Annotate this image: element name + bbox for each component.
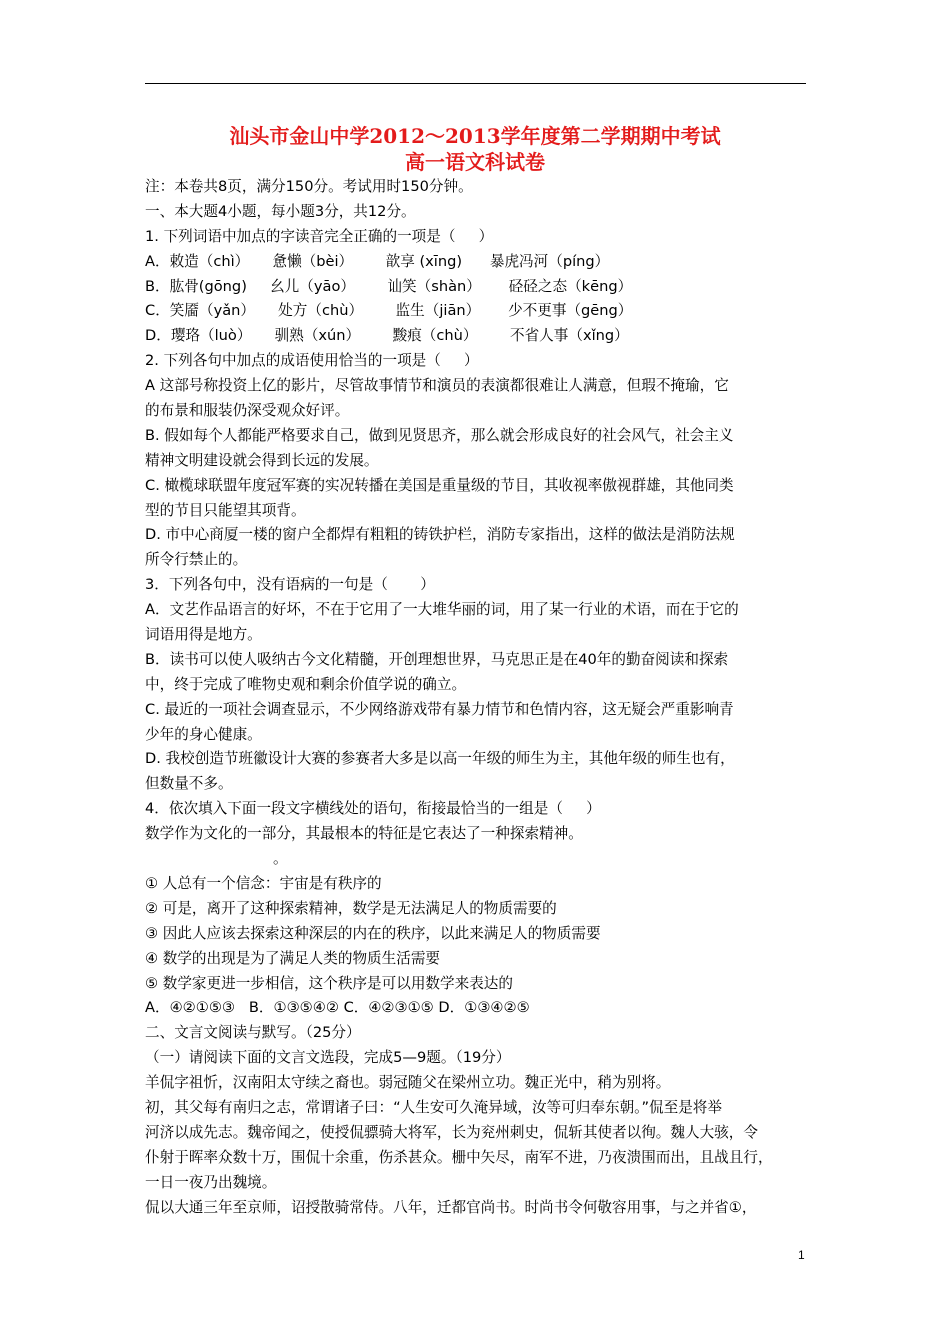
text-line: 词语用得是地方。 (145, 626, 262, 644)
text-line: 中，终于完成了唯物史观和剩余价值学说的确立。 (145, 675, 467, 693)
text-line: 所令行禁止的。 (145, 551, 248, 569)
text-line: 4．依次填入下面一段文字横线处的语句，衔接最恰当的一组是（ ） (145, 800, 601, 818)
header-rule (145, 83, 806, 84)
text-line: 羊侃字祖忻，汉南阳太守续之裔也。弱冠随父在梁州立功。魏正光中，稍为别将。 (145, 1074, 671, 1092)
text-line: 河济以成先志。魏帝闻之，使授侃骠骑大将军，长为兖州刺史，侃斩其使者以徇。魏人大骇，令 (145, 1123, 758, 1141)
text-line: 1. 下列词语中加点的字读音完全正确的一项是（ ） (145, 227, 494, 245)
text-line: ④ 数学的出现是为了满足人类的物质生活需要 (145, 949, 441, 967)
text-line: B. 假如每个人都能严格要求自己，做到见贤思齐，那么就会形成良好的社会风气，社会主义 (145, 426, 734, 444)
page-number: 1 (798, 1248, 805, 1262)
text-line: C．笑靥（yǎn） 处方（chù） 监生（jiān） 少不更事（gēng） (145, 302, 633, 320)
text-line: D. 我校创造节班徽设计大赛的参赛者大多是以高一年级的师生为主，其他年级的师生也有， (145, 750, 735, 768)
text-line: 一日一夜乃出魏境。 (145, 1173, 277, 1191)
text-line: 注：本卷共8页，满分150分。考试用时150分钟。 (145, 178, 473, 195)
text-line: A 这部号称投资上亿的影片，尽管故事情节和演员的表演都很难让人满意，但瑕不掩瑜，它 (145, 377, 729, 395)
text-line: ③ 因此人应该去探索这种深层的内在的秩序，以此来满足人的物质需要 (145, 924, 601, 942)
text-line: 数学作为文化的一部分，其最根本的特征是它表达了一种探索精神。 (145, 825, 583, 843)
text-line: B．肱骨(gōng) 幺儿（yāo） 讪笑（shàn） 硁硁之态（kēng） (145, 277, 633, 295)
text-line: ② 可是，离开了这种探索精神，数学是无法满足人的物质需要的 (145, 899, 557, 917)
text-line: 的布景和服装仍深受观众好评。 (145, 402, 350, 420)
text-line: （一）请阅读下面的文言文选段，完成5—9题。（19分） (145, 1049, 511, 1067)
text-line: D. 市中心商厦一楼的窗户全都焊有粗粗的铸铁护栏，消防专家指出，这样的做法是消防法规 (145, 526, 735, 544)
text-line: 一、本大题4小题，每小题3分，共12分。 (145, 202, 416, 220)
text-line: 初，其父每有南归之志，常谓诸子曰：“人生安可久淹异域，汝等可归奉东朝。”侃至是将举 (145, 1098, 722, 1116)
text-line: 仆射于晖率众数十万，围侃十余重，伤杀甚众。栅中矢尽，南军不进，乃夜溃围而出，且战且行， (145, 1148, 773, 1166)
blank-line: 。 (273, 850, 288, 868)
text-line: 侃以大通三年至京师，诏授散骑常侍。八年，迁都官尚书。时尚书令何敬容用事，与之并省①， (145, 1198, 757, 1216)
text-line: 少年的身心健康。 (145, 725, 262, 743)
exam-title: 汕头市金山中学2012～2013学年度第二学期期中考试 (229, 124, 721, 148)
text-line: ① 人总有一个信念：宇宙是有秩序的 (145, 874, 382, 892)
text-line: A．④②①⑤③ B．①③⑤④② C．④②③①⑤ D．①③④②⑤ (145, 999, 530, 1017)
text-line: C. 橄榄球联盟年度冠军赛的实况转播在美国是重量级的节目，其收视率傲视群雄，其他同类 (145, 476, 734, 494)
text-line: 2. 下列各句中加点的成语使用恰当的一项是（ ） (145, 352, 479, 370)
text-line: 二、文言文阅读与默写。（25分） (145, 1024, 361, 1042)
text-line: C. 最近的一项社会调查显示，不少网络游戏带有暴力情节和色情内容，这无疑会严重影响青 (145, 700, 734, 718)
text-line: 型的节目只能望其项背。 (145, 501, 306, 519)
text-line: B．读书可以使人吸纳古今文化精髓，开创理想世界，马克思正是在40年的勤奋阅读和探索 (145, 650, 729, 668)
text-line: A．文艺作品语言的好坏，不在于它用了一大堆华丽的词，用了某一行业的术语，而在于它的 (145, 601, 739, 619)
text-line: 3．下列各句中，没有语病的一句是（ ） (145, 576, 435, 594)
exam-body (145, 175, 810, 1220)
exam-subtitle: 高一语文科试卷 (405, 150, 545, 174)
text-line: D．璎珞（luò） 驯熟（xún） 黢痕（chù） 不省人事（xǐng） (145, 327, 629, 345)
text-line: A．敕造（chì） 惫懒（bèi） 歆享 (xīng) 暴虎冯河（píng） (145, 252, 610, 270)
text-line: ⑤ 数学家更进一步相信，这个秩序是可以用数学来表达的 (145, 974, 513, 992)
text-line: 但数量不多。 (145, 775, 233, 793)
text-line: 精神文明建设就会得到长远的发展。 (145, 451, 379, 469)
